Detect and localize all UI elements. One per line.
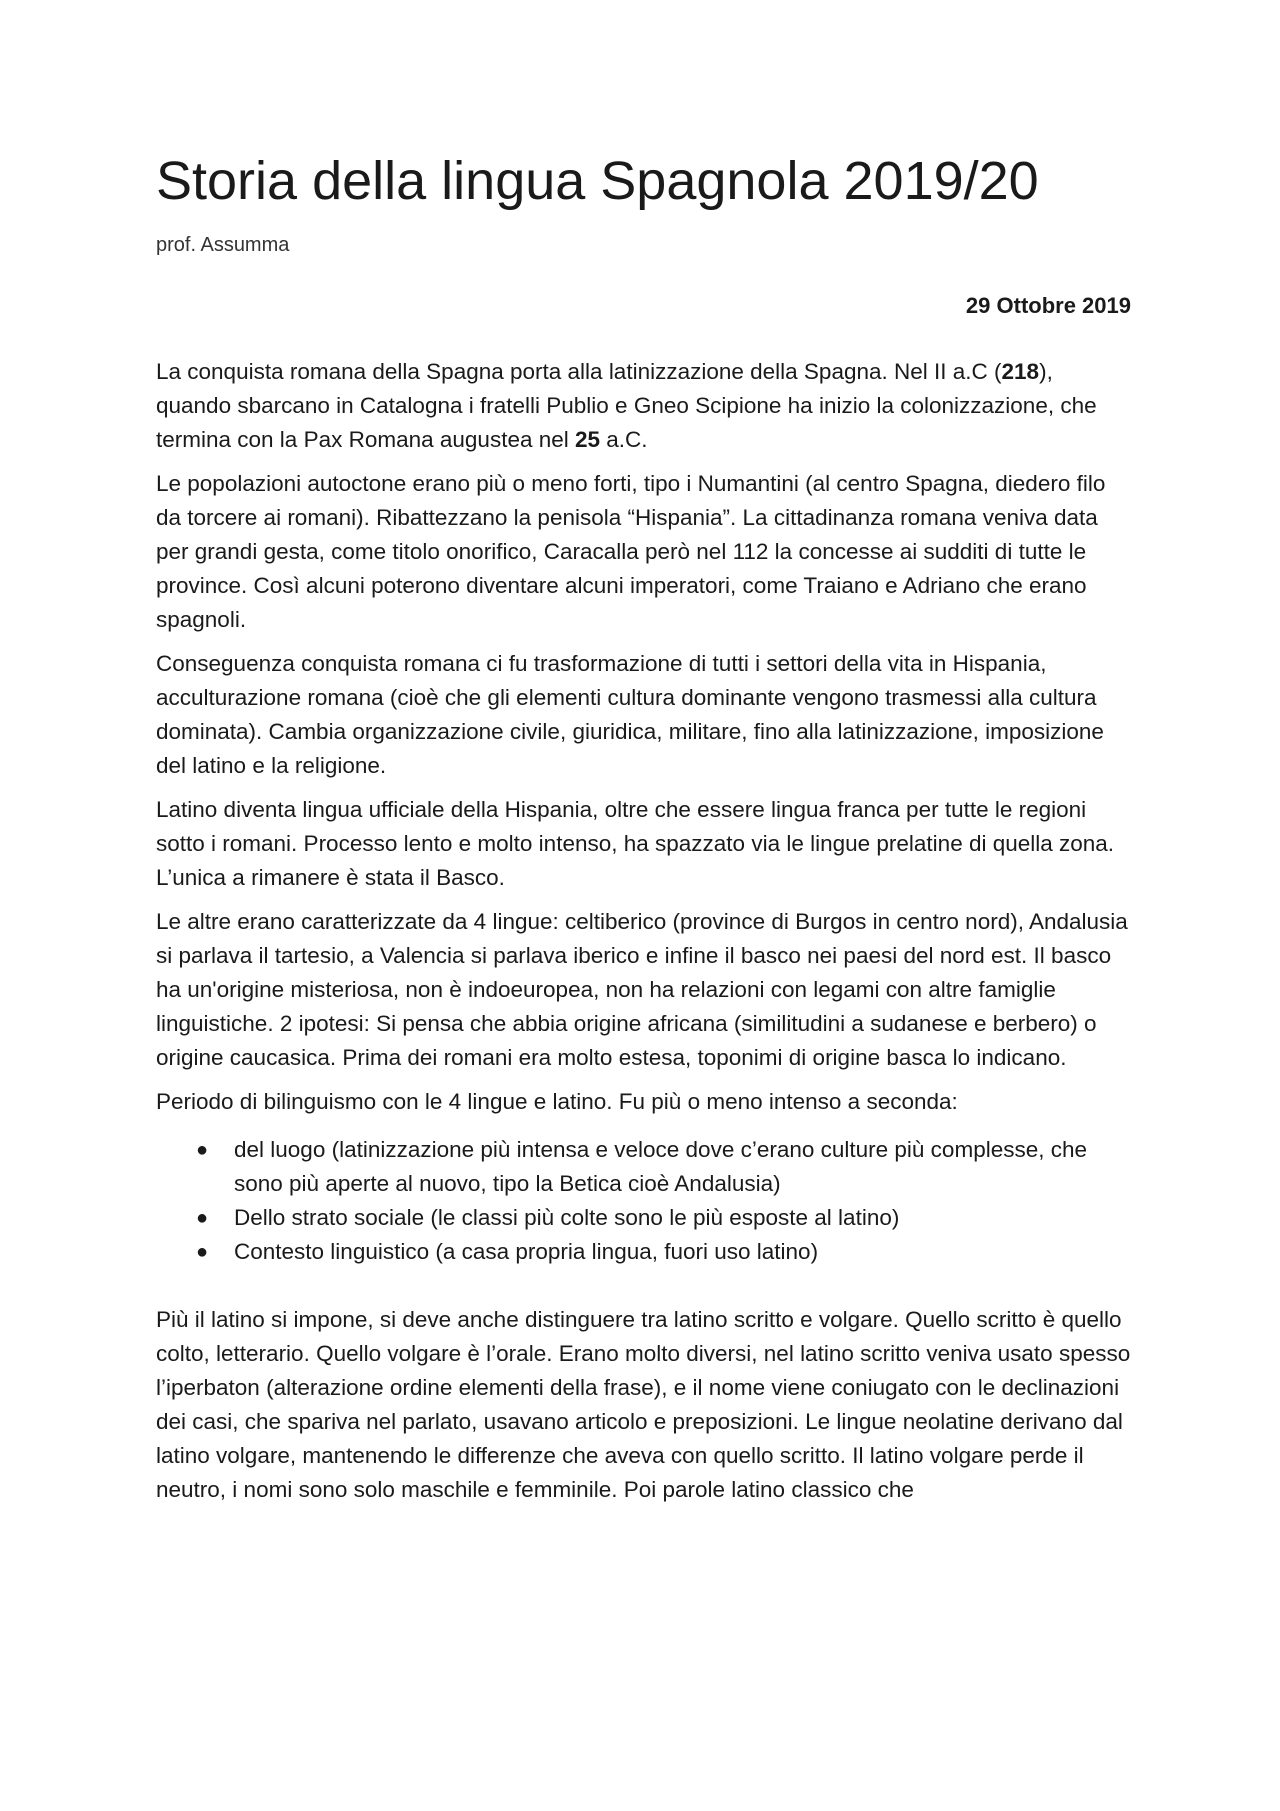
list-item-text: Contesto linguistico (a casa propria lingua, fuori uso latino) [234, 1239, 819, 1265]
paragraph-latino-ufficiale: Latino diventa lingua ufficiale della Hispania, oltre che essere lingua franca per tutte le regioni sotto i romani. Processo lento e molto intenso, ha spazzato via le lingue prelatine di quella zona. L’unica a rimanere è stata il Basco. [156, 797, 1115, 891]
bullet-marker-icon: ● [196, 1207, 209, 1230]
list-item [156, 1201, 1131, 1235]
paragraph-bilinguismo: Periodo di bilinguismo con le 4 lingue e latino. Fu più o meno intenso a seconda: [156, 1089, 958, 1115]
paragraph-text: La conquista romana della Spagna porta alla latinizzazione della Spagna. Nel II a.C ( [156, 359, 1002, 385]
document-body [156, 355, 1131, 1507]
paragraph-altre-lingue: Le altre erano caratterizzate da 4 lingue: celtiberico (province di Burgos in centro nord), Andalusia si parlava il tartesio, a Valencia si parlava iberico e infine il basco nei paesi del nord est. Il basco ha un'origine misteriosa, non è indoeuropea, non ha relazioni con legami con altre famiglie linguistiche. 2 ipotesi: Si pensa che abbia origine africana (similitudini a sudanese e berbero) o origine caucasica. Prima dei romani era molto estesa, toponimi di origine basca lo indicano. [156, 909, 1128, 1071]
paragraph-text: ), quando sbarcano in Catalogna i fratelli Publio e Gneo Scipione ha inizio la colonizzazione, che termina con la Pax Romana augustea nel [156, 359, 1097, 453]
bullet-marker-icon: ● [196, 1241, 209, 1264]
bullet-list [156, 1133, 1131, 1269]
document-title: Storia della lingua Spagnola 2019/20 [156, 151, 1039, 211]
list-item [156, 1235, 1131, 1269]
paragraph-conquista [156, 355, 1131, 457]
bold-year-25: 25 [575, 427, 601, 453]
bold-year-218: 218 [1001, 359, 1040, 385]
document-author: prof. Assumma [156, 234, 290, 257]
paragraph-text: a.C. [600, 427, 648, 453]
paragraph-conseguenza: Conseguenza conquista romana ci fu trasformazione di tutti i settori della vita in Hispania, acculturazione romana (cioè che gli elementi cultura dominante vengono trasmessi alla cultura dominata). Cambia organizzazione civile, giuridica, militare, fino alla latinizzazione, imposizione del latino e la religione. [156, 651, 1104, 779]
paragraph-popolazioni: Le popolazioni autoctone erano più o meno forti, tipo i Numantini (al centro Spagna, diedero filo da torcere ai romani). Ribattezzano la penisola “Hispania”. La cittadinanza romana veniva data per grandi gesta, come titolo onorifico, Caracalla però nel 112 la concesse ai sudditi di tutte le province. Così alcuni poterono diventare alcuni imperatori, come Traiano e Adriano che erano spagnoli. [156, 471, 1106, 633]
document-page [156, 150, 1131, 1517]
list-item [156, 1133, 1131, 1201]
list-item-text: del luogo (latinizzazione più intensa e veloce dove c’erano culture più complesse, che sono più aperte al nuovo, tipo la Betica cioè Andalusia) [234, 1137, 1088, 1197]
paragraph-latino-scritto-volgare: Più il latino si impone, si deve anche distinguere tra latino scritto e volgare. Quello scritto è quello colto, letterario. Quello volgare è l’orale. Erano molto diversi, nel latino scritto veniva usato spesso l’iperbaton (alterazione ordine elementi della frase), e il nome viene coniugato con le declinazioni dei casi, che spariva nel parlato, usavano articolo e preposizioni. Le lingue neolatine derivano dal latino volgare, mantenendo le differenze che aveva con quello scritto. Il latino volgare perde il neutro, i nomi sono solo maschile e femminile. Poi parole latino classico che [156, 1307, 1131, 1503]
list-item-text: Dello strato sociale (le classi più colte sono le più esposte al latino) [234, 1205, 900, 1231]
bullet-marker-icon: ● [196, 1139, 209, 1162]
document-date: 29 Ottobre 2019 [965, 293, 1131, 319]
